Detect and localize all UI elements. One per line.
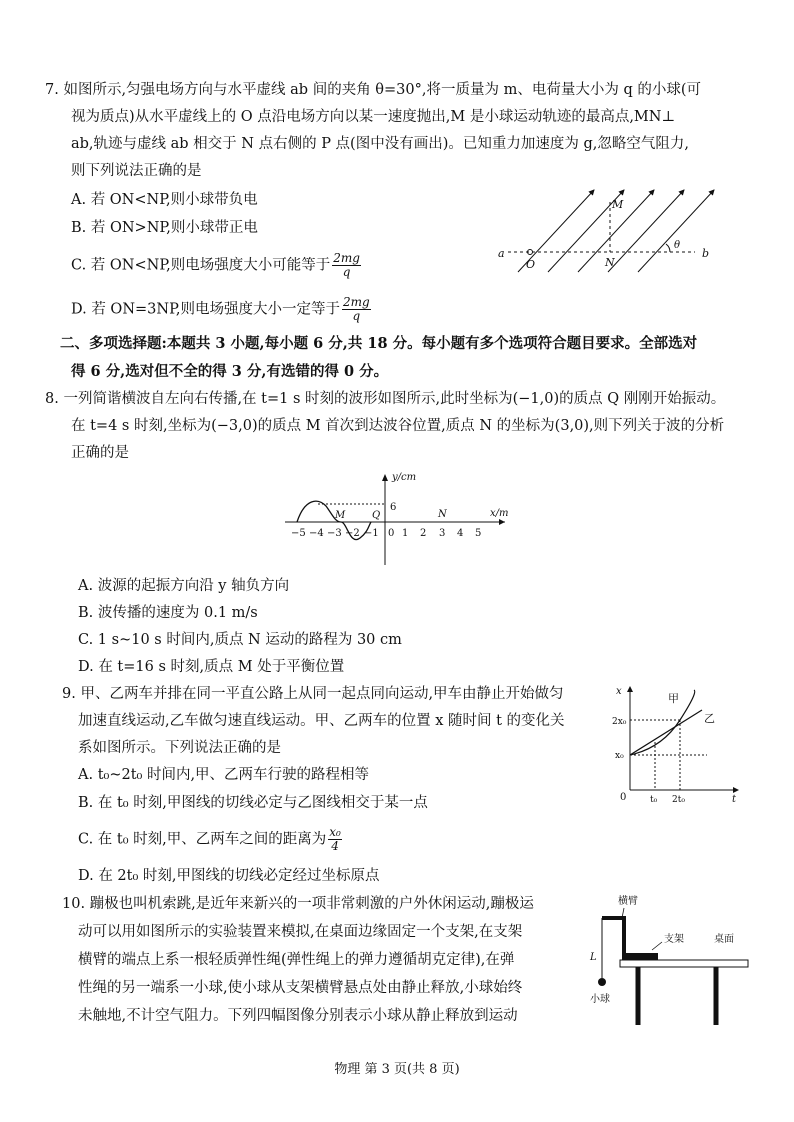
q9-option-a: A. t₀~2t₀ 时间内,甲、乙两车行驶的路程相等: [78, 767, 370, 783]
theta-arc: [666, 244, 670, 252]
x-tick: 4: [457, 528, 464, 539]
x-axis-label: x: [616, 686, 622, 697]
y-tick-6: 6: [390, 502, 397, 513]
q7-line-3: ab,轨迹与虚线 ab 相交于 N 点右侧的 P 点(图中没有画出)。已知重力加速度为 g,忽略空气阻力,: [71, 136, 689, 152]
q8-option-a: A. 波源的起振方向沿 y 轴负方向: [78, 578, 290, 594]
x-tick: −4: [309, 528, 324, 539]
q7-option-d: [71, 296, 373, 323]
q7-line-4: 则下列说法正确的是: [71, 163, 202, 179]
label-yi: 乙: [704, 712, 715, 725]
y-axis-label: y/cm: [392, 472, 417, 483]
y-axis-arrow: [382, 474, 388, 481]
q10-line-3: 横臂的端点上系一根轻质弹性绳(弹性绳上的弹力遵循胡克定律),在弹: [78, 952, 515, 968]
label-o: O: [526, 258, 536, 271]
q7-option-d-fraction: [342, 296, 371, 323]
label-n: N: [438, 509, 447, 520]
label-t0: t₀: [650, 795, 658, 804]
q7-option-b: B. 若 ON>NP,则小球带正电: [71, 220, 258, 236]
q9-option-c: [78, 826, 344, 853]
t-axis-label: t: [732, 794, 737, 804]
section2-line-1: 二、多项选择题:本题共 3 小题,每小题 6 分,共 18 分。每小题有多个选项符合题目要求。全部选对: [60, 335, 698, 352]
q9-option-c-fraction: [328, 826, 342, 853]
q10-line-4: 性绳的另一端系一小球,使小球从支架横臂悬点处由静止释放,小球始终: [78, 980, 523, 996]
t-axis-arrow: [733, 787, 739, 793]
q8-line-3: 正确的是: [71, 445, 129, 461]
x-tick: −2: [345, 528, 360, 539]
page-footer: 物理 第 3 页(共 8 页): [334, 1062, 460, 1077]
label-jia: 甲: [668, 692, 679, 705]
label-arm: 横臂: [618, 896, 638, 907]
q7-line-1: 7. 如图所示,匀强电场方向与水平虚线 ab 间的夹角 θ=30°,将一质量为 m、电荷量大小为 q 的小球(可: [45, 82, 702, 98]
section2-line-2: 得 6 分,选对但不全的得 3 分,有选错的得 0 分。: [71, 363, 389, 380]
label-desk: 桌面: [714, 934, 734, 945]
fraction-denominator: 4: [331, 839, 339, 853]
label-m: M: [335, 510, 346, 521]
label-b: b: [702, 247, 710, 260]
q9-option-b: B. 在 t₀ 时刻,甲图线的切线必定与乙图线相交于某一点: [78, 795, 428, 811]
q7-line-2: 视为质点)从水平虚线上的 O 点沿电场方向以某一速度抛出,M 是小球运动轨迹的最高点,MN⊥: [71, 109, 676, 125]
q7-option-c-fraction: [332, 252, 361, 279]
label-theta: θ: [674, 240, 681, 251]
fraction-numerator: x₀: [329, 825, 341, 839]
x-tick-labels: [291, 528, 481, 539]
x-axis-arrow: [499, 519, 505, 525]
label-m: M: [612, 198, 624, 211]
fraction-denominator: q: [352, 309, 361, 323]
label-q: Q: [372, 510, 381, 521]
x-tick: 2: [420, 528, 427, 539]
fraction-denominator: q: [342, 265, 351, 279]
q7-option-a: A. 若 ON<NP,则小球带负电: [71, 192, 258, 208]
q7-option-d-text: D. 若 ON=3NP,则电场强度大小一定等于: [71, 301, 340, 318]
stand-base: [624, 953, 658, 960]
x-tick: 1: [402, 528, 409, 539]
ball: [598, 978, 606, 986]
label-stand: 支架: [664, 934, 684, 945]
q9-line-3: 系如图所示。下列说法正确的是: [78, 740, 281, 756]
line-yi: [630, 710, 702, 755]
x-tick: 5: [475, 528, 482, 539]
x-tick: 3: [439, 528, 446, 539]
q10-line-1: 10. 蹦极也叫机索跳,是近年来新兴的一项非常刺激的户外休闲运动,蹦极运: [62, 896, 534, 912]
fraction-numerator: 2mg: [333, 251, 360, 265]
label-ball: 小球: [590, 994, 610, 1005]
x-axis-label: x/m: [490, 508, 509, 519]
origin-label: 0: [620, 792, 627, 803]
q10-line-5: 未触地,不计空气阻力。下列四幅图像分别表示小球从静止释放到运动: [78, 1008, 518, 1024]
x-axis-arrow: [627, 686, 633, 692]
label-n: N: [605, 256, 615, 269]
label-2x0: 2x₀: [612, 717, 627, 727]
label-2t0: 2t₀: [672, 795, 685, 804]
q8-option-b: B. 波传播的速度为 0.1 m/s: [78, 605, 258, 621]
origin-label: 0: [388, 528, 395, 539]
x-tick: −5: [291, 528, 306, 539]
q10-apparatus-diagram: [588, 890, 758, 1030]
x-tick: −3: [327, 528, 342, 539]
q8-wave-graph: [280, 470, 520, 570]
q9-line-1: 9. 甲、乙两车并排在同一平直公路上从同一起点同向运动,甲车由静止开始做匀: [62, 686, 564, 702]
curve-jia: [630, 690, 695, 755]
label-l: L: [590, 952, 597, 963]
x-tick: −1: [364, 528, 379, 539]
q10-line-2: 动可以用如图所示的实验装置来模拟,在桌面边缘固定一个支架,在支架: [78, 924, 523, 940]
label-x0: x₀: [615, 751, 624, 761]
fraction-numerator: 2mg: [343, 295, 370, 309]
q7-option-c-text: C. 若 ON<NP,则电场强度大小可能等于: [71, 257, 331, 274]
stand-pointer: [652, 942, 662, 950]
q8-option-d: D. 在 t=16 s 时刻,质点 M 处于平衡位置: [78, 659, 345, 675]
q9-option-c-text: C. 在 t₀ 时刻,甲、乙两车之间的距离为: [78, 831, 327, 848]
q8-line-1: 8. 一列简谐横波自左向右传播,在 t=1 s 时刻的波形如图所示,此时坐标为(−1,0)的质点 Q 刚刚开始振动。: [45, 391, 726, 407]
q9-option-d: D. 在 2t₀ 时刻,甲图线的切线必定经过坐标原点: [78, 868, 380, 884]
desk-top: [620, 960, 748, 967]
q7-field-diagram: [490, 180, 730, 280]
q8-line-2: 在 t=4 s 时刻,坐标为(−3,0)的质点 M 首次到达波谷位置,质点 N 的坐标为(3,0),则下列关于波的分析: [71, 418, 725, 434]
q9-line-2: 加速直线运动,乙车做匀速直线运动。甲、乙两车的位置 x 随时间 t 的变化关: [78, 713, 565, 729]
label-a: a: [498, 247, 505, 260]
q9-position-time-graph: [612, 682, 742, 804]
q7-option-c: [71, 252, 363, 279]
q8-option-c: C. 1 s~10 s 时间内,质点 N 运动的路程为 30 cm: [78, 632, 402, 648]
